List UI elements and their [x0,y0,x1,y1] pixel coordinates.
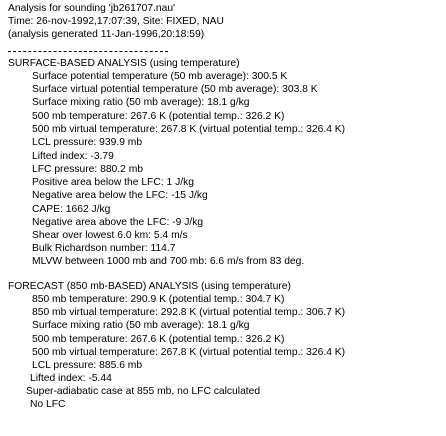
header-divider [8,51,168,53]
surface-item: Lifted index: -3.79 [32,151,114,162]
surface-item: LFC pressure: 880.2 mb [32,164,144,175]
surface-item: Negative area below the LFC: -15 J/kg [32,190,208,201]
forecast-section-title: FORECAST (850 mb-BASED) ANALYSIS (using temperature) [8,281,291,292]
report-generated: (analysis generated 11-Jan-1996,20:18:59) [8,29,205,40]
forecast-item: 850 mb virtual temperature: 292.8 K (virtual potential temp.: 306.7 K) [32,307,346,318]
no-lfc-note: No LFC [30,399,66,410]
forecast-item: LCL pressure: 885.6 mb [32,360,143,371]
surface-item: Bulk Richardson number: 114.7 [32,243,176,254]
surface-item: Surface potential temperature (50 mb average): 300.5 K [32,71,288,82]
surface-item: 500 mb virtual temperature: 267.8 K (virtual potential temp.: 326.4 K) [32,124,346,135]
surface-item: MLVW between 1000 mb and 700 mb: 6.6 m/s from 83 deg. [32,256,305,267]
report-time-site: Time: 26-nov-1992,17:07:39, Site: FIXED, NAU [8,16,224,27]
forecast-item: Lifted index: -5.44 [30,373,112,384]
surface-item: Negative area above the LFC: -9 J/kg [32,217,204,228]
surface-item: Surface virtual potential temperature (50 mb average): 303.8 K [32,84,318,95]
surface-item: LCL pressure: 939.9 mb [32,137,143,148]
surface-section-title: SURFACE-BASED ANALYSIS (using temperature) [8,58,240,69]
surface-item: Positive area below the LFC: 1 J/kg [32,177,194,188]
forecast-item: 500 mb virtual temperature: 267.8 K (virtual potential temp.: 326.4 K) [32,347,346,358]
forecast-item: 500 mb temperature: 267.6 K (potential temp.: 326.2 K) [32,334,285,345]
forecast-item: 850 mb temperature: 290.9 K (potential temp.: 304.7 K) [32,294,285,305]
forecast-item: Surface mixing ratio (50 mb average): 18.1 g/kg [32,320,250,331]
surface-item: Shear over lowest 6.0 km: 5.4 m/s [32,230,188,241]
report-title: Analysis for sounding 'jb261707.nau' [8,3,176,14]
surface-item: 500 mb temperature: 267.6 K (potential temp.: 326.2 K) [32,111,285,122]
surface-item: CAPE: 1662 J/kg [32,204,111,215]
surface-item: Surface mixing ratio (50 mb average): 18.1 g/kg [32,97,250,108]
forecast-note: Super-adiabatic case at 855 mb, no LFC calculated [26,386,261,397]
